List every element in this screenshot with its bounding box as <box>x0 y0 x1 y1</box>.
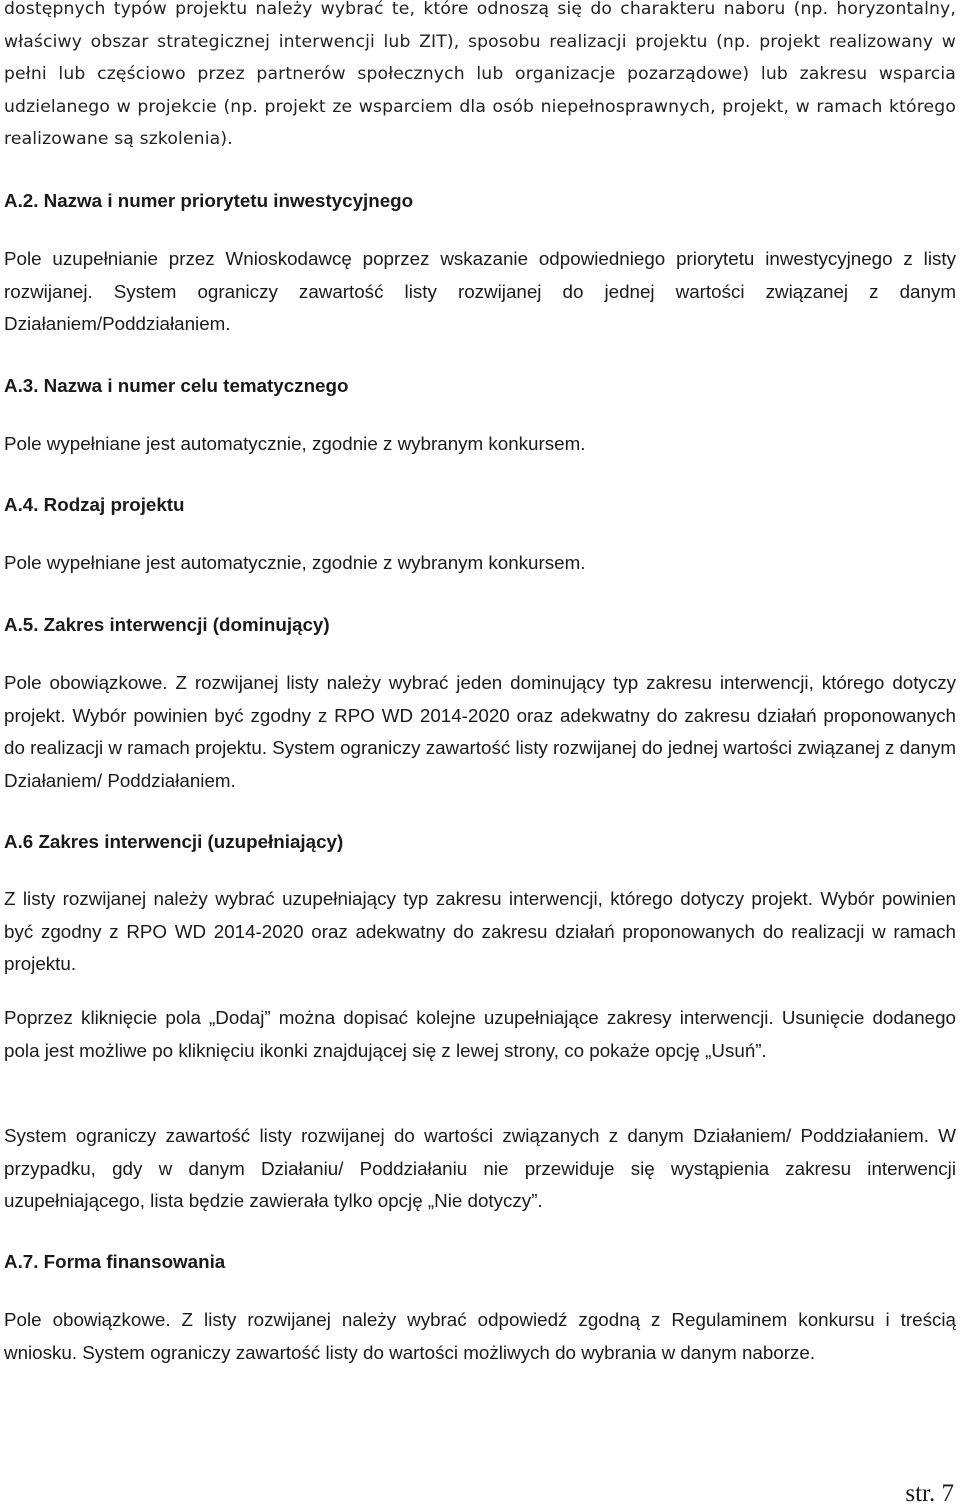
section-paragraph-a3: Pole wypełniane jest automatycznie, zgodnie z wybranym konkursem. <box>4 433 586 454</box>
section-heading-a2: A.2. Nazwa i numer priorytetu inwestycyjnego <box>4 190 414 211</box>
section-paragraph-a2: Pole uzupełnianie przez Wnioskodawcę poprzez wskazanie odpowiedniego priorytetu inwestycyjnego z listy rozwijanej. System ograniczy zawartość listy rozwijanej do jednej wartości związanej z danym Działaniem/Poddziałaniem. <box>4 248 956 334</box>
section-paragraph-a4: Pole wypełniane jest automatycznie, zgodnie z wybranym konkursem. <box>4 552 586 573</box>
section-heading-a4: A.4. Rodzaj projektu <box>4 494 185 515</box>
section-heading-a6: A.6 Zakres interwencji (uzupełniający) <box>4 831 344 852</box>
section-paragraph-a6-3: System ograniczy zawartość listy rozwijanej do wartości związanych z danym Działaniem/ Poddziałaniem. W przypadku, gdy w danym Działaniu/ Poddziałaniu nie przewiduje się wystąpienia zakresu interwencji uzupełniającego, lista będzie zawierała tylko opcję „Nie dotyczy”. <box>4 1125 956 1211</box>
section-heading-a3: A.3. Nazwa i numer celu tematycznego <box>4 375 349 396</box>
section-heading-a7: A.7. Forma finansowania <box>4 1251 226 1272</box>
page-number: str. 7 <box>905 1480 954 1507</box>
section-paragraph-a6-1: Z listy rozwijanej należy wybrać uzupełniający typ zakresu interwencji, którego dotyczy projekt. Wybór powinien być zgodny z RPO WD 2014-2020 oraz adekwatny do zakresu działań proponowanych do realizacji w ramach projektu. <box>4 888 956 974</box>
section-paragraph-a5: Pole obowiązkowe. Z rozwijanej listy należy wybrać jeden dominujący typ zakresu interwencji, którego dotyczy projekt. Wybór powinien być zgodny z RPO WD 2014-2020 oraz adekwatny do zakresu działań proponowanych do realizacji w ramach projektu. System ograniczy zawartość listy rozwijanej do jednej wartości związanej z danym Działaniem/ Poddziałaniem. <box>4 672 956 791</box>
intro-paragraph: dostępnych typów projektu należy wybrać te, które odnoszą się do charakteru naboru (np. horyzontalny, właściwy obszar strategicznej interwencji lub ZIT), sposobu realizacji projektu (np. projekt realizowany w pełni lub częściowo przez partnerów społecznych lub organizacje pozarządowe) lub zakresu wsparcia udzielanego w projekcie (np. projekt ze wsparciem dla osób niepełnosprawnych, projekt, w ramach którego realizowane są szkolenia). <box>4 0 956 149</box>
section-heading-a5: A.5. Zakres interwencji (dominujący) <box>4 614 330 635</box>
section-paragraph-a6-2: Poprzez kliknięcie pola „Dodaj” można dopisać kolejne uzupełniające zakresy interwencji. Usunięcie dodanego pola jest możliwe po kliknięciu ikonki znajdującej się z lewej strony, co pokaże opcję „Usuń”. <box>4 1007 956 1061</box>
section-paragraph-a7: Pole obowiązkowe. Z listy rozwijanej należy wybrać odpowiedź zgodną z Regulaminem konkursu i treścią wniosku. System ograniczy zawartość listy do wartości możliwych do wybrania w danym naborze. <box>4 1309 956 1363</box>
